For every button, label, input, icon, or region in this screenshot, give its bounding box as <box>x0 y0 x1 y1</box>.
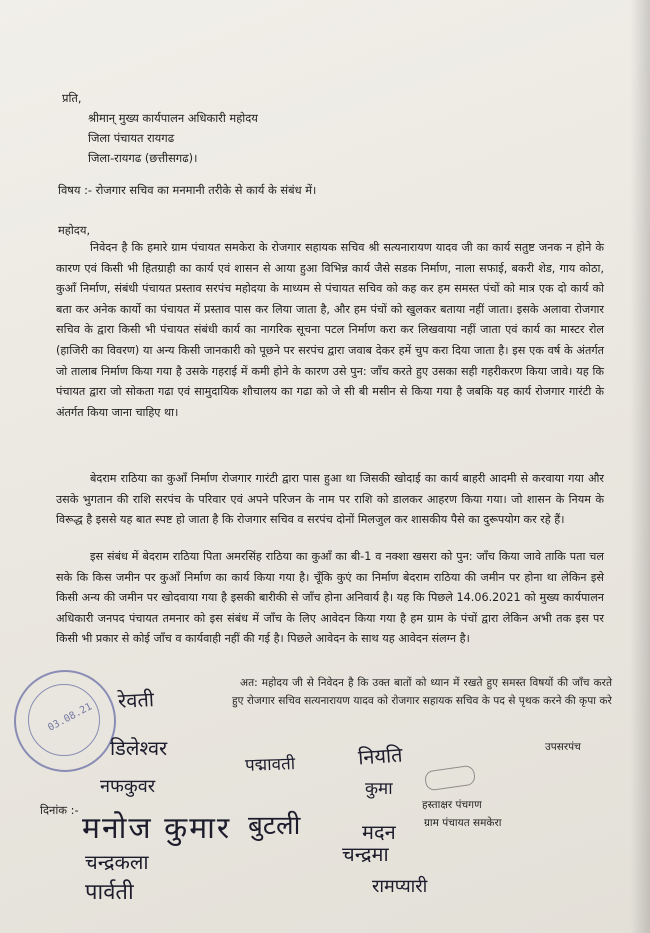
signature-revati: रेवती <box>117 687 155 713</box>
stamp-date: 03.08.21 <box>46 701 94 734</box>
paragraph-1: निवेदन है कि हमारे ग्राम पंचायत समकेरा के रोजगार सहायक सचिव श्री सत्यनारायण यादव जी का कार्य सतुष्ट जनक न होने के कारण एवं किसी भी हितग्राही का कार्य एवं शासन से आया हुआ विभिन्न कार्य जैसे सडक निर्माण, नाला सफाई, बकरी शेड, गाय कोठा, कुआँ निर्माण, संबंधी पंचायत प्रस्ताव सरपंच महोदया के माध्यम से पंचायत सचिव को कह कर हम समस्त पंचों को मात्र एक दो कार्य को बता कर अनेक कार्यो का पंचायत में प्रस्ताव पास कर लिया जाता है, और हम पंचों को खुलकर बताया नहीं जाता। इसके अलावा रोजगार सचिव के द्वारा किसी भी पंचायत संबंधी कार्य का नागरिक सूचना पटल निर्माण करा कर लिखवाया नहीं जाता एवं कार्य का मास्टर रोल (हाजिरी का विवरण) या अन्य किसी जानकारी को पूछने पर सरपंच द्वारा जवाब देकर हमें चुप करा दिया जाता है। इस एक वर्ष के अंतर्गत जो तालाब निर्माण किया गया है उसके गहराई में कमी होने के कारण उसे पुन: जाँच करते हुए उसका सही गहरीकरण किया जावे। यह कि पंचायत द्वारा जो सोकता गढा एवं सामुदायिक शौचालय का गढा को जे सी बी मसीन से किया गया है जबकि यह कार्य रोजगार गारंटी के अंतर्गत किया जाना चाहिए था। <box>56 241 604 419</box>
paragraph-2: बेदराम राठिया का कुआँ निर्माण रोजगार गारंटी द्वारा पास हुआ था जिसकी खोदाई का कार्य बाहरी आदमी से करवाया गया और उसके भुगतान की राशि सरपंच के परिवार एवं अपने परिजन के नाम पर राशि को डालकर आहरण किया गया। जो शासन के नियम के विरूद्ध है इससे यह बात स्पष्ट हो जाता है कि रोजगार सचिव व सरपंच दोनों मिलजुल कर शासकीय पैसे का दुरूपयोग कर रहे हैं। <box>56 472 604 527</box>
recipient-line-3: जिला-रायगढ (छत्तीसगढ)। <box>88 151 198 165</box>
recipient-line-2: जिला पंचायत रायगढ <box>88 131 175 145</box>
signature-butli: बुटली <box>248 811 301 841</box>
signature-padmavati: पद्मावती <box>244 754 296 776</box>
signatory-label: हस्ताक्षर पंचगण <box>422 799 482 811</box>
signature-nafkuvar: नफकुवर <box>100 776 156 797</box>
signature-dileshwar: डिलेश्वर <box>110 736 168 760</box>
signature-chandrama: चन्द्रमा <box>342 842 389 866</box>
to-label: प्रति, <box>62 91 82 105</box>
office-stamp <box>14 670 116 772</box>
signature-manoj-kumar: मनोज कुमार <box>82 811 232 846</box>
subject-line: विषय :- रोजगार सचिव का मनमानी तरीके से कार्य के संबंध में। <box>58 183 317 197</box>
signature-chandrakala: चन्द्रकला <box>85 850 149 874</box>
signature-parvati: पार्वती <box>85 880 134 905</box>
recipient-line-1: श्रीमान् मुख्य कार्यपालन अधिकारी महोदय <box>88 111 258 125</box>
paragraph-3: इस संबंध में बेदराम राठिया पिता अमरसिंह राठिया का कुआँ का बी-1 व नक्शा खसरा को पुन: जाँच किया जावे ताकि पता चल सके कि किस जमीन पर कुआँ निर्माण का कार्य किया गया है। चूँकि कुएं का निर्माण बेदराम राठिया की जमीन पर होना था लेकिन इसे किसी अन्य की जमीन पर खोदवाया गया है इसकी बारीकी से जाँच होना अनिवार्य है। यह कि पिछले 14.06.2021 को मुख्य कार्यपालन अधिकारी जनपद पंचायत तमनार को इस संबंध में जाँच के लिए आवेदन किया गया है हम ग्राम के पंचों द्वारा लेकिन अभी तक इस पर किसी भी प्रकार से कोई जाँच व कार्यवाही नहीं की गई है। पिछले आवेदन के साथ यह आवेदन संलग्न है। <box>56 550 604 646</box>
village-label: ग्राम पंचायत समकेरा <box>424 817 502 829</box>
small-seal <box>424 765 476 792</box>
page-edge-shadow <box>630 0 650 933</box>
salutation: महोदय, <box>58 223 91 237</box>
signature-rampyari: रामप्यारी <box>372 876 428 897</box>
signature-role: उपसरपंच <box>545 741 581 753</box>
signature-kuma: कुमा <box>365 779 393 799</box>
signature-niyati: नियति <box>357 742 404 770</box>
closing-request: अत: महोदय जी से निवेदन है कि उक्त बातों को ध्यान में रखते हुए समस्त विषयों की जाँच करते हुए रोजगार सचिव सत्यनारायण यादव को रोजगार सहायक सचिव के पद से पृथक करने की कृपा करे <box>232 677 612 707</box>
signature-madan: मदन <box>362 820 396 844</box>
date-label: दिनांक :- <box>40 803 79 817</box>
